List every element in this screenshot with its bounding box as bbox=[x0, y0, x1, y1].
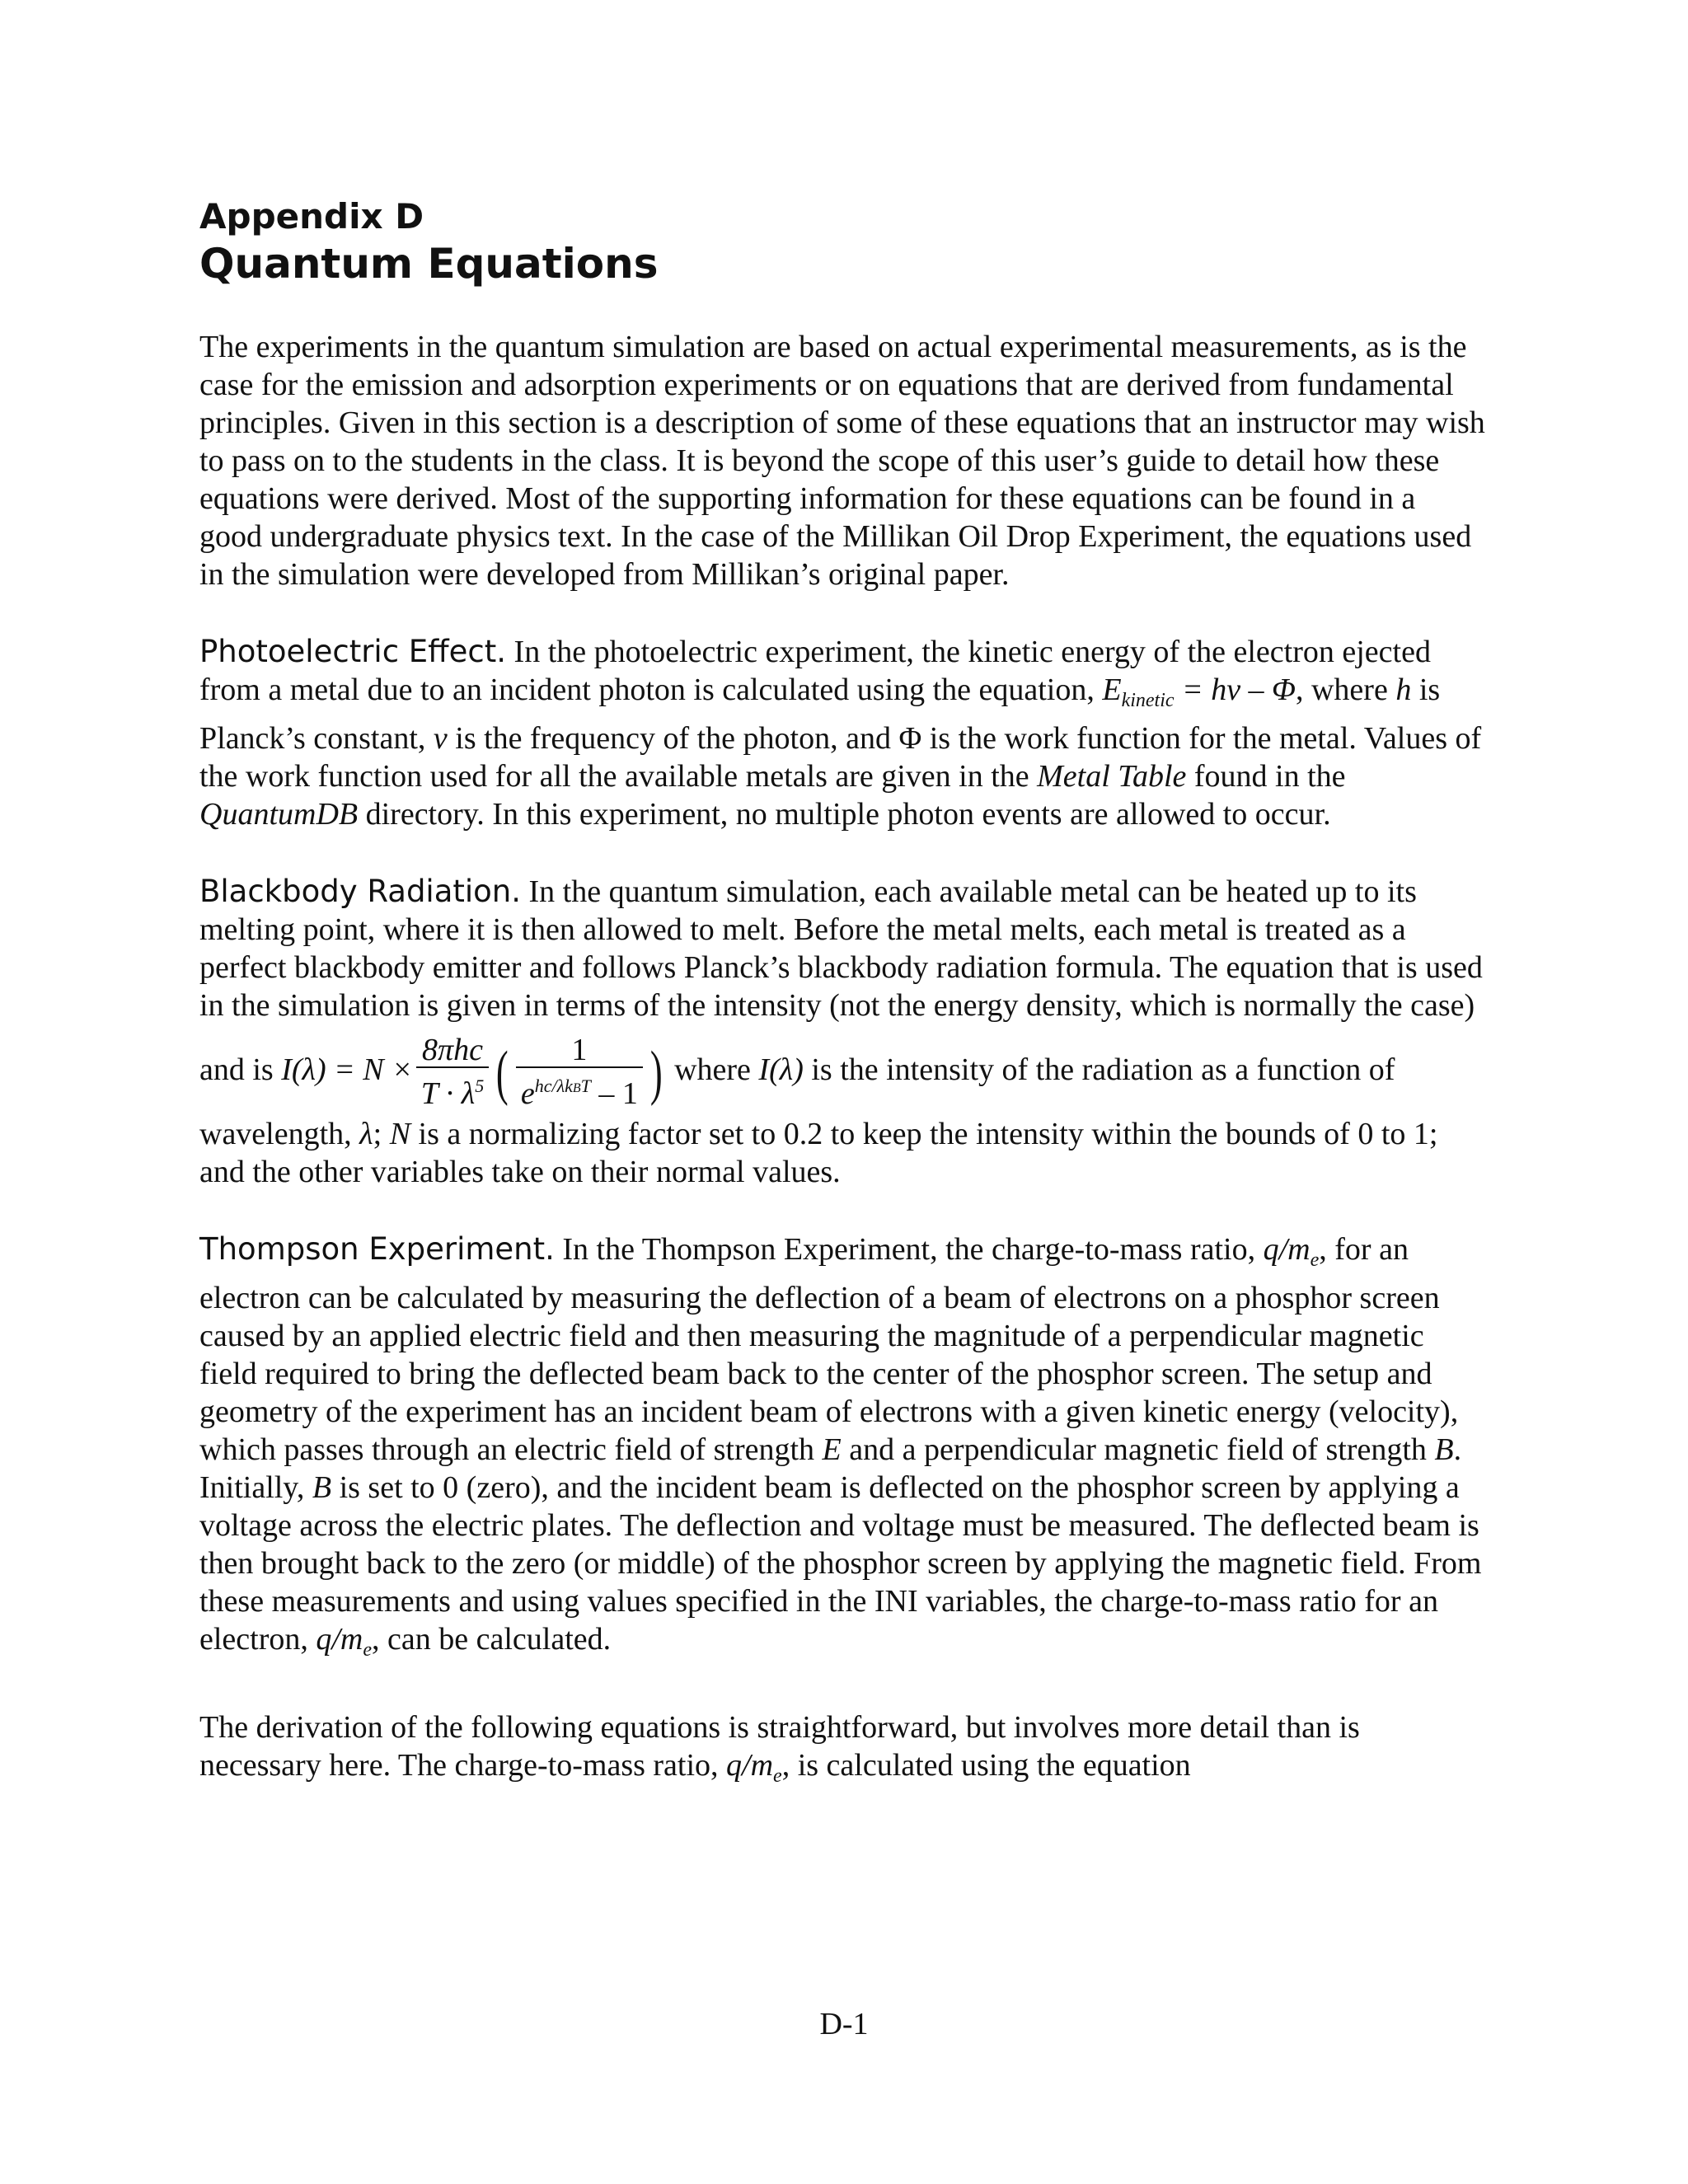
equation-fraction-1: $\frac{\text{8πhc}}{T \cdot \lambda^5}$ bbox=[416, 1033, 489, 1112]
page-content bbox=[199, 196, 1485, 1795]
appendix-label: Appendix D bbox=[199, 196, 424, 237]
blackbody-heading: Blackbody Radiation. bbox=[199, 874, 522, 910]
blackbody-paragraph: Blackbody Radiation. In the quantum simulation, each available metal can be heated up to its melting point, where it is then allowed to melt. Before the metal melts, each metal is treated as a perfect blackbody emitter and follows Planck’s blackbody radiation formula. The equation that is used in the simulation is given in terms of the intensity (not the energy density, which is normally the case) and is I(λ) = N × $\frac{\text{8πhc}}{T \cdot \lambda^5}$ ( $\frac{1}{e^{hc/\lambda kBT} - 1}$ ) where I(λ) is the intensity of the radiation as a function of wavelength, λ; N is a normalizing factor set to 0.2 to keep the intensity within the bounds of 0 to 1; and the other variables take on their normal values. bbox=[199, 874, 1483, 1190]
page-number: D-1 bbox=[819, 2007, 869, 2041]
page-title: Quantum Equations bbox=[199, 240, 659, 288]
derivation-paragraph: The derivation of the following equations is straightforward, but involves more detail than is necessary here. The charge-to-mass ratio, $q/m_e$, is calculated using the equation bbox=[199, 1710, 1360, 1788]
intro-paragraph: The experiments in the quantum simulation are based on actual experimental measurements, as is the case for the emission and adsorption experiments or on equations that are derived from fundamental principles. Given in this section is a description of some of these equations that an instructor may wish to pass on to the students in the class. It is beyond the scope of this user’s guide to detail how these equations were derived. Most of the supporting information for these equations can be found in a good undergraduate physics text. In the case of the Millikan Oil Drop Experiment, the equations used in the simulation were developed from Millikan’s original paper. bbox=[199, 330, 1485, 593]
photoelectric-paragraph: Photoelectric Effect. In the photoelectric experiment, the kinetic energy of the electron ejected from a metal due to an incident photon is calculated using the equation, $E_{kinetic} = h\nu - \Phi$, where h is Planck’s constant, ν is the frequency of the photon, and Φ is the work function for the metal. Values of the work function used for all the available metals are given in the Metal Table found in the QuantumDB directory. In this experiment, no multiple photon events are allowed to occur. bbox=[199, 634, 1482, 832]
thompson-paragraph: Thompson Experiment. In the Thompson Experiment, the charge-to-mass ratio, $q/m_e$, for an electron can be calculated by measuring the deflection of a beam of electrons on a phosphor screen caused by an applied electric field and then measuring the magnitude of a perpendicular magnetic field required to bring the deflected beam back to the center of the phosphor screen. The setup and geometry of the experiment has an incident beam of electrons with a given kinetic energy (velocity), which passes through an electric field of strength E and a perpendicular magnetic field of strength B. Initially, B is set to 0 (zero), and the incident beam is deflected on the phosphor screen by applying a voltage across the electric plates. The deflection and voltage must be measured. The deflected beam is then brought back to the zero (or middle) of the phosphor screen by applying the magnetic field. From these measurements and using values specified in the INI variables, the charge-to-mass ratio for an electron, $q/m_e$, can be calculated. bbox=[199, 1231, 1482, 1661]
photoelectric-heading: Photoelectric Effect. bbox=[199, 634, 507, 670]
equation-fraction-2: $\frac{1}{e^{hc/\lambda kBT} - 1}$ bbox=[516, 1033, 643, 1112]
planck-equation: I(λ) = N × $\frac{\text{8πhc}}{T \cdot \lambda^5}$ ( $\frac{1}{e^{hc/\lambda kBT} - 1}$ ) bbox=[281, 1033, 663, 1112]
thompson-heading: Thompson Experiment. bbox=[199, 1231, 555, 1268]
